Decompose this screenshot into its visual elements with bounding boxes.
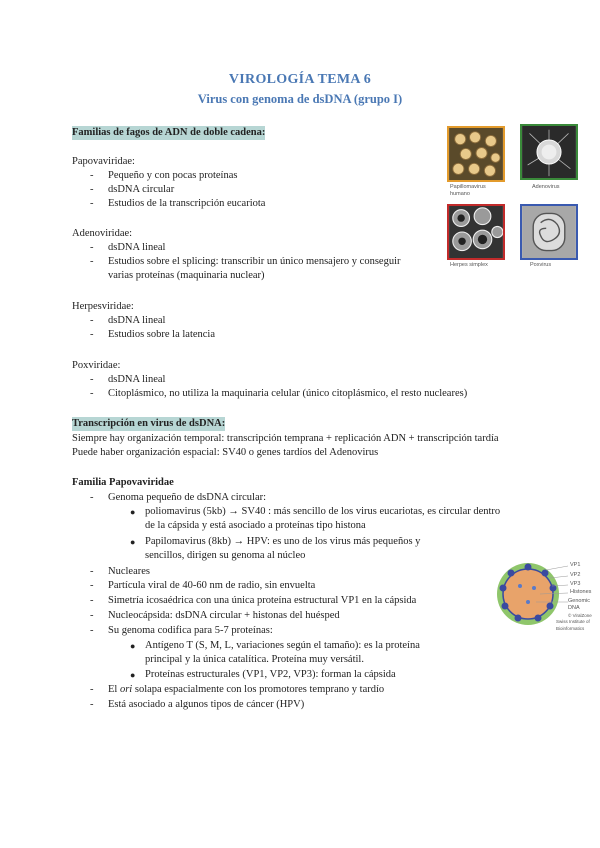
papillomavirus-caption: Papillomavirus [450,184,486,190]
dash-bullet: - [90,595,94,606]
list-item: Partícula viral de 40-60 nm de radio, sin envuelta [108,580,316,591]
dash-bullet: - [90,242,94,253]
dash-bullet: - [90,329,94,340]
section-heading-transcription: Transcripción en virus de dsDNA: [72,418,226,429]
dash-bullet: - [90,388,94,399]
papillomavirus-image [447,126,505,182]
sub-item-continuation: de la cápsida y está asociado a proteínas tipo histona [145,520,366,531]
dash-bullet: - [90,625,94,636]
papillomavirus-caption-2: humano [450,191,470,197]
family-poxviridae: Poxviridae: [72,360,121,371]
sub-item-continuation: sencillos, dirigen su genoma al núcleo [145,550,306,561]
poxvirus-caption: Poxvirus [530,262,552,268]
list-item: Genoma pequeño de dsDNA circular: [108,492,267,503]
dot-bullet: ● [130,507,136,517]
family-papovaviridae: Papovaviridae: [72,156,135,167]
dash-bullet: - [90,492,94,503]
dot-bullet: ● [130,537,136,547]
list-item: Nucleocápsida: dsDNA circular + histonas del huésped [108,610,340,621]
dash-bullet: - [90,315,94,326]
list-item: dsDNA lineal [108,242,166,253]
page-title: VIROLOGÍA TEMA 6 [228,72,372,87]
diagram-label: Histones [570,589,592,595]
sub-item: Papilomavirus (8kb) → HPV: es uno de los virus más pequeños y [145,536,421,547]
list-item: Está asociado a algunos tipos de cáncer (HPV) [108,699,305,710]
paragraph-line: Siempre hay organización temporal: transcripción temprana + replicación ADN + transcripción tardía [72,433,499,444]
list-item: dsDNA circular [108,184,175,195]
dash-bullet: - [90,198,94,209]
dash-bullet: - [90,374,94,385]
page-subtitle: Virus con genoma de dsDNA (grupo I) [197,92,403,106]
diagram-label: VP3 [570,581,581,587]
section-heading-papovaviridae: Familia Papovaviridae [72,477,174,488]
list-item: Estudios sobre la latencia [108,329,216,340]
sub-item-continuation: principal y la única catalítica. Proteína muy versátil. [145,654,364,665]
list-item: Pequeño y con pocas proteínas [108,170,238,181]
diagram-label: VP2 [570,572,581,578]
dot-bullet: ● [130,641,136,651]
list-item-ori [108,683,384,697]
dash-bullet: - [90,580,94,591]
adenovirus-caption: Adenovirus [532,184,560,190]
family-herpesviridae: Herpesviridae: [72,301,134,312]
diagram-credit-2: Swiss Institute of Bioinformatics [556,619,590,631]
diagram-credit: © ViralZone [568,613,592,618]
sub-item: poliomavirus (5kb) → SV40 : más sencillo de los virus eucariotas, es circular dentro [145,506,501,517]
diagram-label: VP1 [570,562,581,568]
list-item: dsDNA lineal [108,374,166,385]
dash-bullet: - [90,610,94,621]
adenovirus-image [520,124,578,180]
list-item: Simetría icosaédrica con una única proteína estructural VP1 en la cápsida [108,595,417,606]
dash-bullet: - [90,566,94,577]
list-item-continuation: varias proteínas (maquinaria nuclear) [108,270,265,281]
list-item: Nucleares [108,566,150,577]
family-adenoviridae: Adenoviridae: [72,228,133,239]
dash-bullet: - [90,170,94,181]
dash-bullet: - [90,699,94,710]
list-item: Citoplásmico, no utiliza la maquinaria celular (único citoplásmico, el resto nucleares) [108,388,468,399]
sub-item: Proteínas estructurales (VP1, VP2, VP3): forman la cápsida [145,669,396,680]
dash-bullet: - [90,684,94,695]
list-item: Su genoma codifica para 5-7 proteínas: [108,625,273,636]
ori-prefix: El [108,684,120,695]
section-heading-families: Familias de fagos de ADN de doble cadena: [72,127,266,138]
dash-bullet: - [90,184,94,195]
poxvirus-image [520,204,578,260]
list-item: dsDNA lineal [108,315,166,326]
dash-bullet: - [90,256,94,267]
list-item: Estudios de la transcripción eucariota [108,198,266,209]
herpes-image [447,204,505,260]
herpes-caption: Herpes simplex [450,262,488,268]
sub-item: Antígeno T (S, M, L, variaciones según el tamaño): es la proteína [145,640,420,651]
paragraph-line: Puede haber organización espacial: SV40 o genes tardíos del Adenovirus [72,447,379,458]
ori-suffix: solapa espacialmente con los promotores temprano y tardío [132,684,385,695]
ori-term: ori [119,684,133,695]
diagram-label: Genomic DNA [568,598,591,611]
list-item: Estudios sobre el splicing: transcribir un único mensajero y conseguir [108,256,401,267]
dot-bullet: ● [130,670,136,680]
